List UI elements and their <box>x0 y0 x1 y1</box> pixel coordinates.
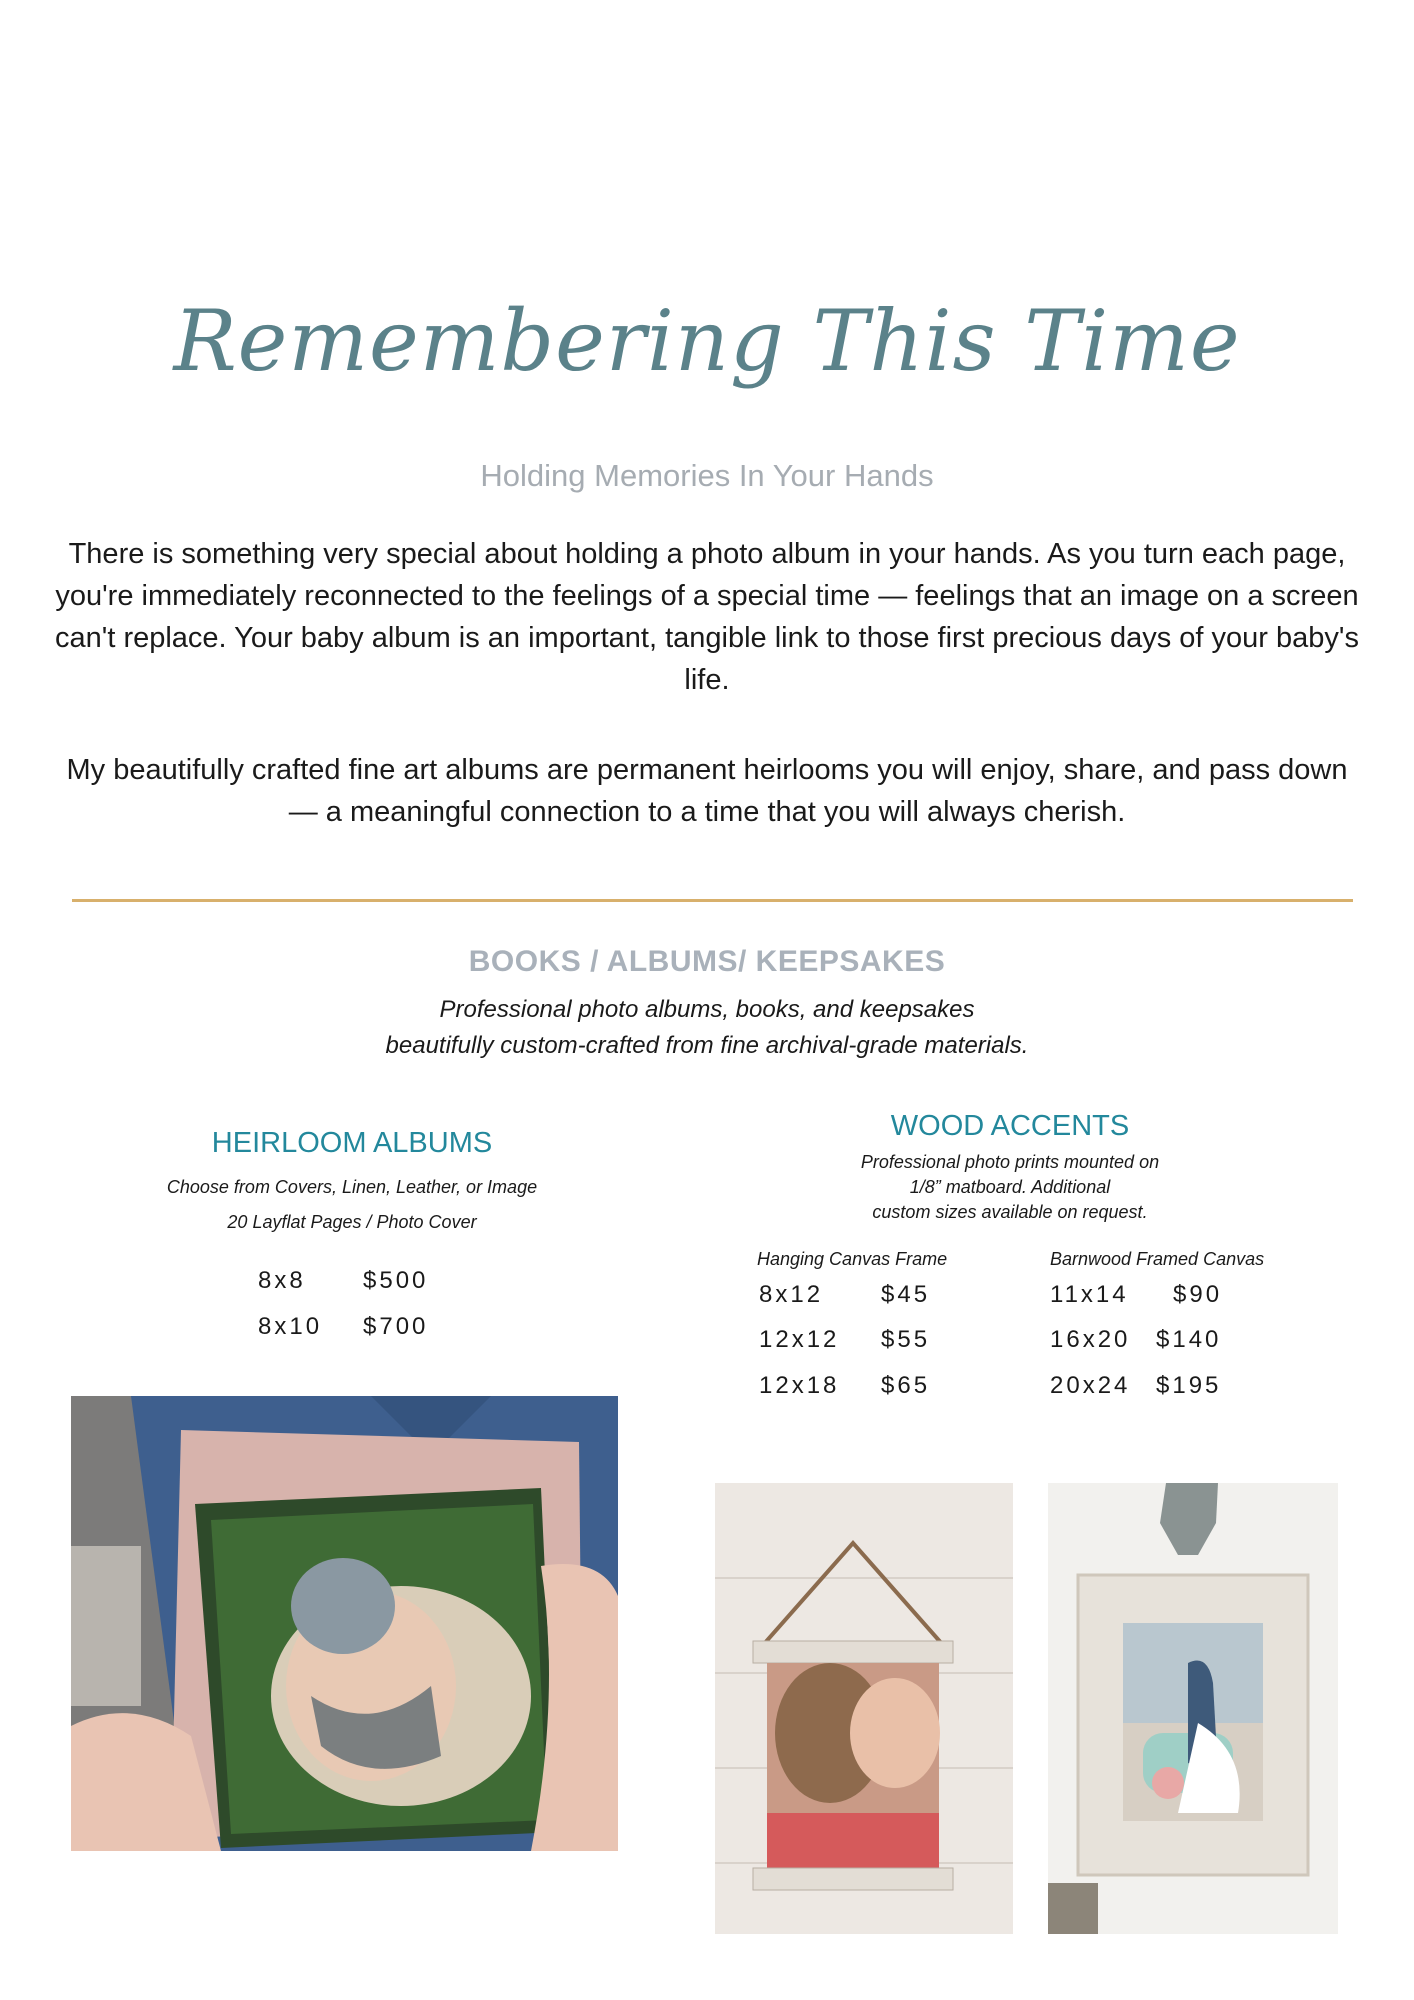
page-subtitle: Holding Memories In Your Hands <box>480 458 934 493</box>
section-heading: BOOKS / ALBUMS/ KEEPSAKES <box>468 945 946 978</box>
barnwood-canvas-label: Barnwood Framed Canvas <box>1050 1249 1265 1269</box>
barnwood-canvas-photo <box>1048 1483 1338 1934</box>
size-label: 12x12 <box>759 1326 840 1353</box>
section-description <box>0 992 1414 1064</box>
heirloom-note-line-1: Choose from Covers, Linen, Leather, or Image <box>166 1177 538 1197</box>
wood-note-line-1: Professional photo prints mounted on <box>860 1152 1160 1172</box>
intro-text-1: There is something very special about holding a photo album in your hands. As you turn each page, you're immediately reconnected to the feelings of a special time — feelings that an image on a screen can't replace. Your baby album is an important, tangible link to those first precious days of your baby's life. <box>55 538 1359 696</box>
album-photo <box>71 1396 618 1851</box>
intro-text-2: My beautifully crafted fine art albums are permanent heirlooms you will enjoy, share, and pass down — a meaningful connection to a time that you will always cherish. <box>66 754 1348 828</box>
size-label: 8x10 <box>258 1313 323 1340</box>
wood-accents-title: WOOD ACCENTS <box>890 1110 1130 1142</box>
size-label: 8x12 <box>759 1281 824 1308</box>
hanging-canvas-photo <box>715 1483 1013 1934</box>
heirloom-albums-note <box>72 1170 632 1240</box>
section-desc-line-2: beautifully custom-crafted from fine archival-grade materials. <box>385 1032 1029 1059</box>
size-label: 20x24 <box>1050 1372 1131 1399</box>
price-label: $500 <box>363 1267 429 1294</box>
wood-accents-note <box>730 1150 1290 1225</box>
size-label: 8x8 <box>258 1267 306 1294</box>
intro-paragraph-1 <box>50 533 1364 701</box>
price-label: $90 <box>1173 1281 1223 1308</box>
intro-paragraph-2 <box>50 749 1364 833</box>
wood-note-line-2: 1/8” matboard. Additional <box>909 1177 1111 1197</box>
size-label: 11x14 <box>1050 1281 1129 1308</box>
wood-note-line-3: custom sizes available on request. <box>872 1202 1148 1222</box>
price-label: $140 <box>1156 1326 1222 1353</box>
section-desc-line-1: Professional photo albums, books, and keepsakes <box>439 996 975 1023</box>
page-title: Remembering This Time <box>173 292 1241 390</box>
size-label: 16x20 <box>1050 1326 1131 1353</box>
price-label: $55 <box>881 1326 931 1353</box>
price-label: $700 <box>363 1313 429 1340</box>
price-label: $195 <box>1156 1372 1222 1399</box>
price-label: $45 <box>881 1281 931 1308</box>
heirloom-note-line-2: 20 Layflat Pages / Photo Cover <box>227 1212 477 1232</box>
heirloom-albums-title: HEIRLOOM ALBUMS <box>211 1127 493 1159</box>
hanging-canvas-label: Hanging Canvas Frame <box>757 1249 948 1269</box>
size-label: 12x18 <box>759 1372 840 1399</box>
section-divider <box>72 899 1353 902</box>
price-label: $65 <box>881 1372 931 1399</box>
